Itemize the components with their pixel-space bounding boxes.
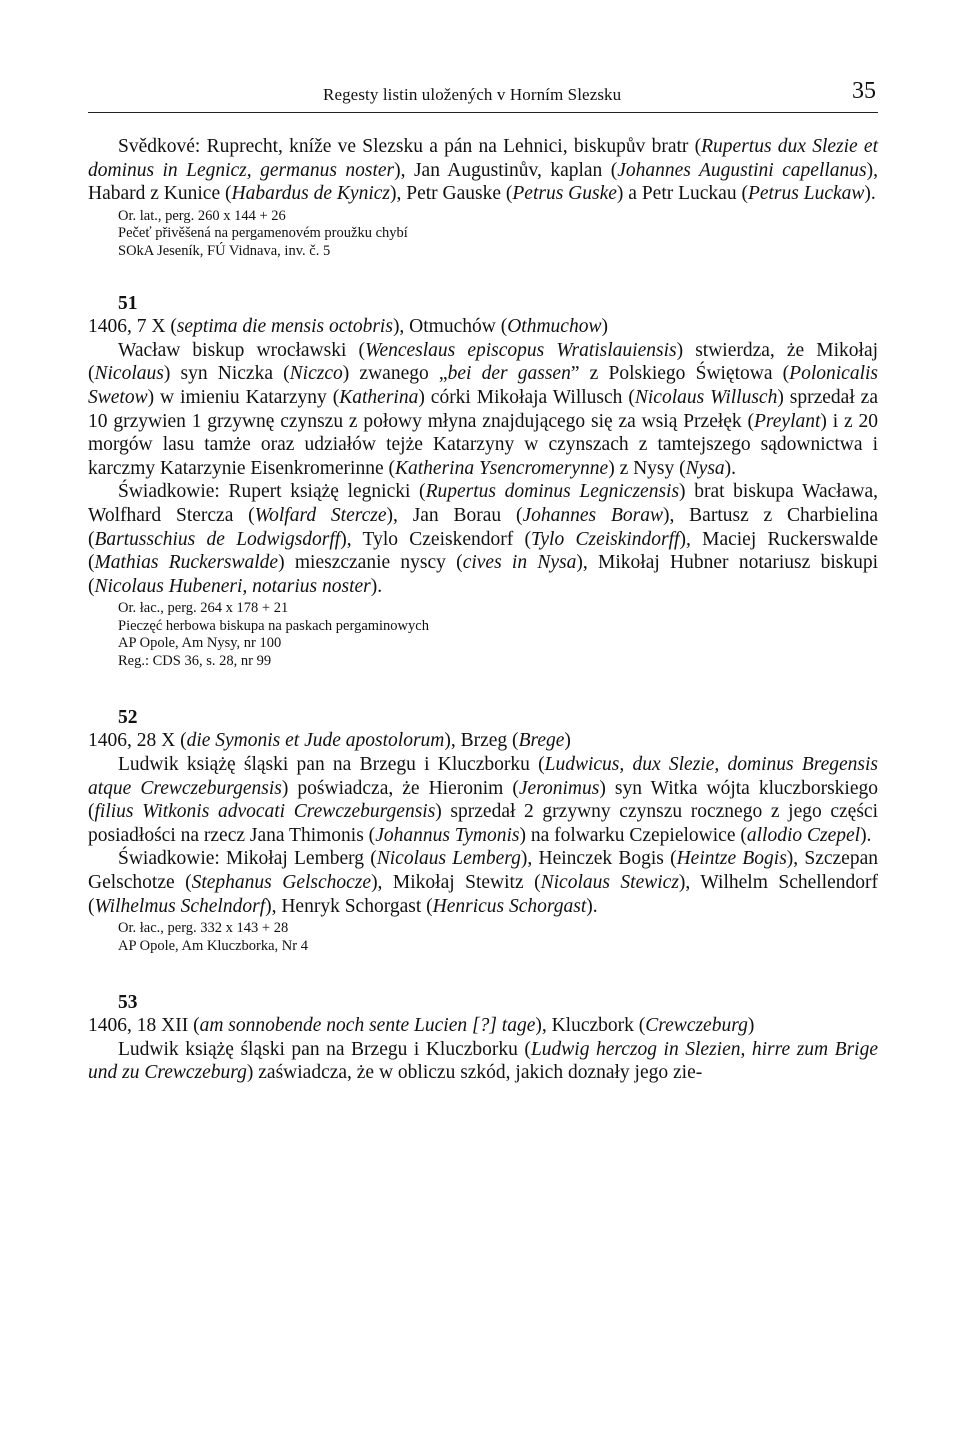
latin-term: Katherina Ysencromerynne: [394, 457, 609, 479]
text-run: ), Brzeg (: [444, 730, 519, 752]
latin-term: Johannes Augustini capellanus: [617, 159, 867, 181]
meta-line: Or. łac., perg. 332 x 143 + 28: [118, 920, 289, 937]
text-run: ), Bartusz z Charbielina (: [88, 505, 878, 550]
latin-term: Brege: [518, 730, 565, 752]
text-run: ), Mikołaj Hubner notariusz biskupi (: [88, 552, 879, 597]
text-run: ) z Nysy (: [608, 457, 686, 479]
meta-line: Pečeť přivěšená na pergamenovém proužku chybí: [118, 225, 408, 242]
text-run: Wacław biskup wrocławski (: [118, 339, 365, 361]
text-run: ).: [864, 183, 876, 205]
text-run: ) na folwarku Czepielowice (: [519, 824, 747, 846]
text-run: ), Habard z Kunice (: [88, 159, 878, 205]
text-run: ) a Petr Luckau (: [616, 183, 748, 205]
text-run: ): [747, 1015, 755, 1037]
latin-term: Heintze Bogis: [676, 848, 787, 870]
latin-term: Henricus Schorgast: [432, 895, 587, 917]
text-run: ): [564, 730, 571, 752]
text-run: ), Maciej Ruckerswalde (: [88, 528, 878, 574]
text-run: 1406, 7 X (: [88, 316, 177, 338]
text-run: ) w imieniu Katarzyny (: [147, 387, 340, 409]
text-run: ), Mikołaj Stewitz (: [371, 871, 541, 893]
latin-term: Rupertus dux Slezie et dominus in Legnicz, germanus noster: [88, 136, 879, 181]
spacer: [88, 670, 878, 706]
text-run: ) mieszczanie nyscy (: [278, 552, 463, 574]
text-run: ), Szczepan Gelschotze (: [88, 848, 878, 893]
entry-53: [88, 991, 878, 1085]
page-number: 35: [852, 78, 876, 104]
latin-term: allodio Czepel: [746, 824, 861, 846]
latin-term: Nysa: [685, 457, 725, 479]
latin-term: Johannus Tymonis: [375, 824, 520, 846]
latin-term: Johannes Boraw: [522, 505, 663, 527]
latin-term: Crewczeburg: [645, 1015, 748, 1037]
latin-term: Preylant: [754, 410, 821, 432]
entry-body: [88, 753, 878, 847]
latin-term: Othmuchow: [507, 316, 602, 338]
entry-date: [88, 1014, 878, 1038]
text-run: ), Henryk Schorgast (: [265, 895, 433, 917]
text-run: 1406, 18 XII (: [88, 1015, 200, 1037]
latin-term: Nicolaus Willusch: [634, 387, 778, 409]
latin-term: septima die mensis octobris: [176, 316, 393, 338]
text-run: Ludwik książę śląski pan na Brzegu i Kluczborku (: [118, 754, 545, 775]
text-run: ) poświadcza, że Hieronim (: [281, 777, 519, 799]
latin-term: Tylo Czeiskindorff: [530, 528, 680, 550]
latin-term: Ludwig herczog in Slezien, hirre zum Brige und zu Crewczeburg: [88, 1038, 878, 1084]
text-run: ).: [860, 824, 872, 846]
entry-date: [88, 729, 878, 753]
latin-term: Nicolaus Hubeneri, notarius noster: [94, 575, 371, 597]
text-run: Świadkowie: Rupert książę legnicki (: [118, 481, 426, 503]
text-run: ), Tylo Czeiskendorf (: [340, 528, 531, 550]
latin-term: Mathias Ruckerswalde: [94, 552, 279, 574]
text-run: ).: [370, 575, 383, 597]
entry-meta: [88, 600, 878, 670]
latin-term: die Symonis et Jude apostolorum: [186, 730, 445, 752]
latin-term: Niczco: [289, 363, 343, 385]
text-run: Ludwik książę śląski pan na Brzegu i Kluczborku (: [118, 1038, 531, 1060]
entry-date: [88, 315, 878, 339]
meta-line: AP Opole, Am Kluczborka, Nr 4: [118, 937, 308, 954]
meta-line: Or. łac., perg. 264 x 178 + 21: [118, 600, 289, 617]
latin-term: Katherina: [339, 387, 419, 409]
latin-term: Wilhelmus Schelndorf: [94, 895, 266, 917]
latin-term: filius Witkonis advocati Crewczeburgensis: [94, 801, 436, 823]
latin-term: Rupertus dominus Legniczensis: [425, 481, 680, 503]
text-run: ) stwierdza, że Mikołaj (: [88, 339, 879, 385]
text-run: ) sprzedał za 10 grzywien 1 grzywnę czynszu z połowy młyna znajdującego się za wsią Przełęk (: [88, 387, 878, 432]
latin-term: Bartusschius de Lodwigsdorff: [94, 528, 341, 550]
text-run: ) brat biskupa Wacława, Wolfhard Stercza (: [88, 481, 878, 527]
meta-line: Pieczęć herbowa biskupa na paskach pergaminowych: [118, 617, 429, 634]
latin-term: Stephanus Gelschocze: [191, 871, 372, 893]
text-run: ), Heinczek Bogis (: [520, 848, 677, 870]
text-run: ), Jan Augustinův, kaplan (: [394, 159, 618, 181]
meta-line: SOkA Jeseník, FÚ Vidnava, inv. č. 5: [118, 242, 331, 259]
text-run: ) zwanego „: [342, 363, 448, 385]
text-run: ) i z 20 morgów lasu tamże oraz udziałów tejże Katarzyny w czynszach z tamtejszego sądownictwa i karczmy Katarzynie Eisenkromerinne (: [88, 410, 878, 479]
entry-number: 51: [118, 293, 138, 315]
entry-51: [88, 292, 878, 670]
carryover-witnesses: [88, 135, 878, 206]
latin-term: Wolfard Stercze: [254, 505, 387, 527]
meta-line: Or. lat., perg. 260 x 144 + 26: [118, 207, 286, 224]
text-run: ), Otmuchów (: [392, 316, 508, 338]
entry-52: [88, 706, 878, 955]
latin-term: Petrus Luckaw: [747, 183, 865, 205]
latin-term: bei der gassen: [447, 363, 571, 385]
latin-term: Nicolaus Stewicz: [540, 871, 679, 893]
text-run: ).: [724, 457, 737, 479]
latin-term: Nicolaus Lemberg: [376, 848, 521, 870]
entry-number: 53: [118, 992, 138, 1014]
text-run: Svědkové: Ruprecht, kníže ve Slezsku a pán na Lehnici, biskupův bratr (: [118, 136, 702, 157]
meta-line: Reg.: CDS 36, s. 28, nr 99: [118, 652, 272, 669]
latin-term: cives in Nysa: [462, 552, 577, 574]
text-run: ).: [586, 895, 598, 917]
text-run: Świadkowie: Mikołaj Lemberg (: [118, 848, 377, 870]
latin-term: Petrus Guske: [512, 183, 617, 205]
entry-meta: [88, 920, 878, 955]
latin-term: Polonicalis Swetow: [88, 363, 878, 409]
text-run: ), Wilhelm Schellendorf (: [88, 871, 878, 917]
text-run: ” z Polskiego Świętowa (: [570, 363, 790, 385]
meta-line: AP Opole, Am Nysy, nr 100: [118, 635, 282, 652]
entry-number: 52: [118, 707, 138, 729]
latin-term: Jeronimus: [518, 777, 600, 799]
text-run: ) sprzedał 2 grzywny czynszu rocznego z jego części posiadłości na rzecz Jana Thimonis (: [88, 801, 878, 846]
entry-body: [88, 1038, 878, 1085]
carryover-meta: [88, 208, 878, 261]
main-content: [88, 135, 878, 1085]
entry-body: [88, 339, 878, 481]
text-run: 1406, 28 X (: [88, 730, 187, 752]
text-run: ) syn Witka wójta kluczborskiego (: [88, 777, 878, 823]
spacer: [88, 260, 878, 292]
text-run: ), Petr Gauske (: [390, 183, 513, 205]
text-run: ) córki Mikołaja Willusch (: [418, 387, 635, 409]
latin-term: Wenceslaus episcopus Wratislauiensis: [364, 339, 677, 361]
text-run: ), Kluczbork (: [535, 1015, 646, 1037]
text-run: ) zaświadcza, że w obliczu szkód, jakich doznały jego zie-: [246, 1062, 703, 1084]
header-rule: [88, 112, 878, 113]
entry-witnesses: [88, 847, 878, 918]
latin-term: Habardus de Kynicz: [231, 183, 390, 205]
page-header: [88, 79, 878, 113]
entry-witnesses: [88, 480, 878, 598]
text-run: ): [601, 316, 608, 338]
text-run: ) syn Niczka (: [163, 363, 290, 385]
running-title: Regesty listin uložených v Horním Slezsku: [323, 85, 622, 104]
spacer: [88, 955, 878, 991]
latin-term: Ludwicus, dux Slezie, dominus Bregensis atque Crewczeburgensis: [88, 754, 879, 799]
latin-term: Nicolaus: [94, 363, 164, 385]
latin-term: am sonnobende noch sente Lucien [?] tage: [199, 1015, 536, 1037]
text-run: ), Jan Borau (: [386, 505, 523, 527]
